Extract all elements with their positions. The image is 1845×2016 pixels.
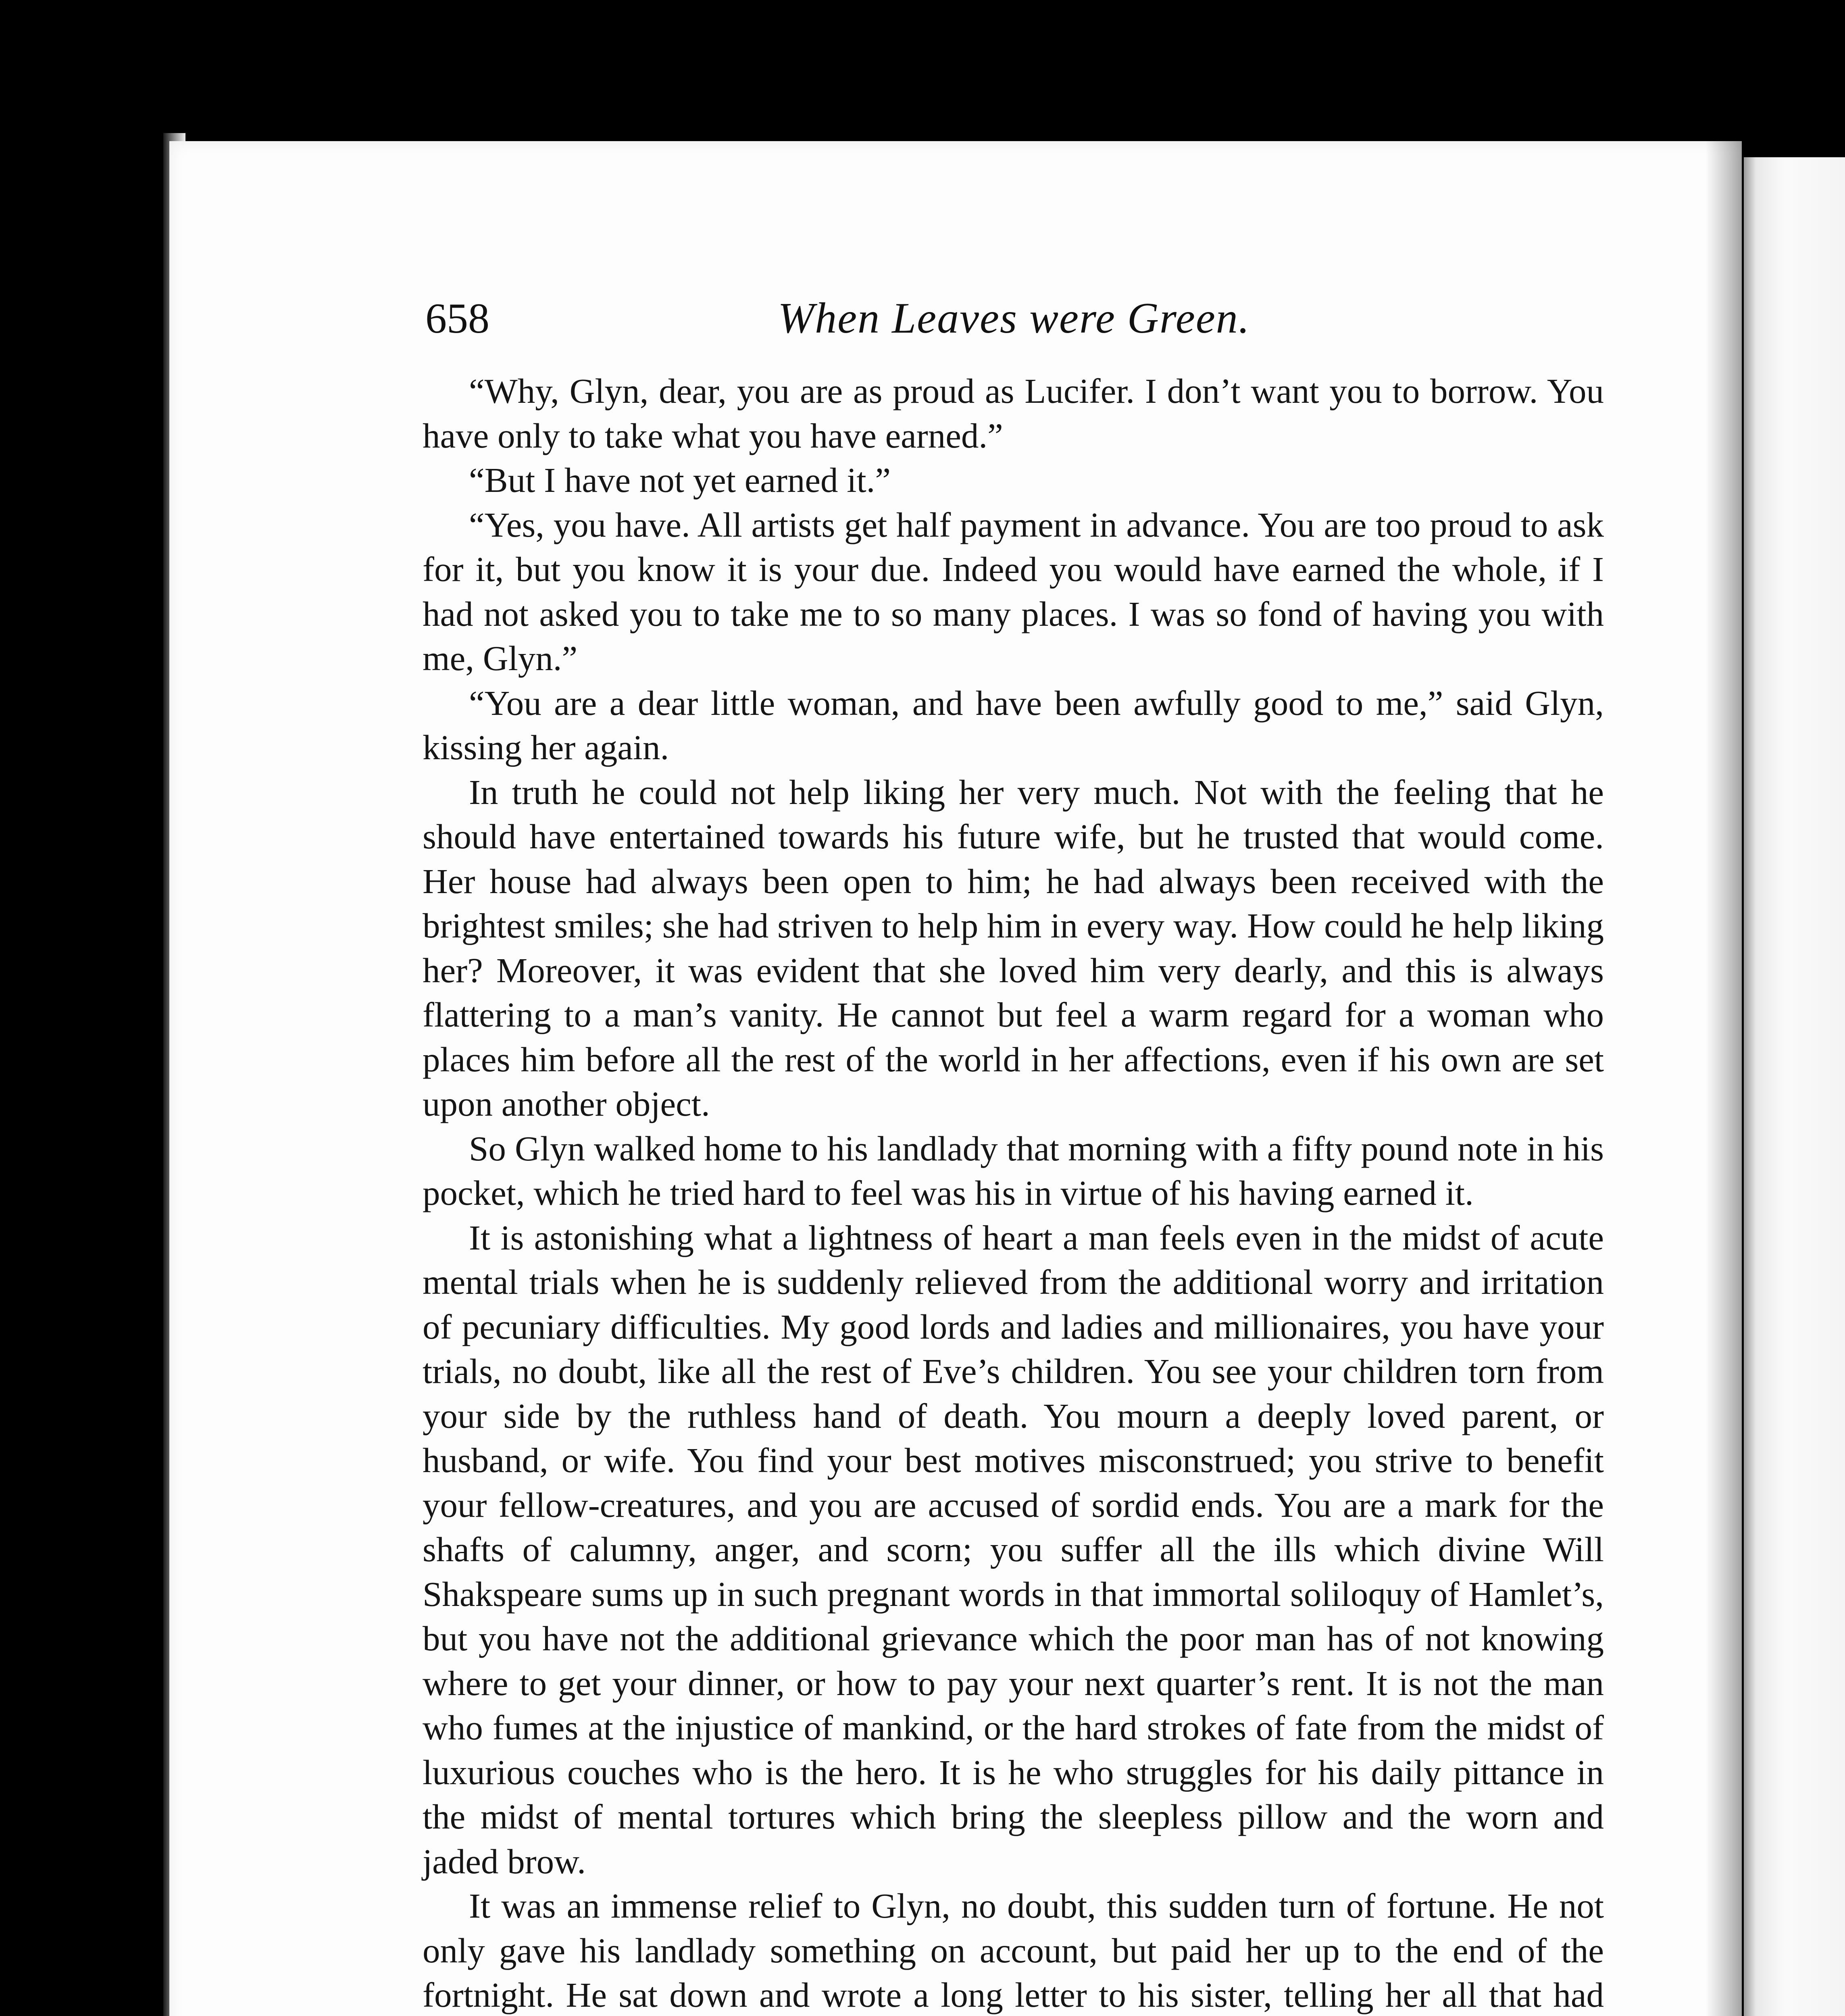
paragraph: So Glyn walked home to his landlady that morning with a fifty pound note in his pocket, which he tried hard to feel was his in virtue of his having earned it. xyxy=(423,1129,1604,1212)
paragraph: In truth he could not help liking her very much. Not with the feeling that he should have entertained towards his future wife, but he trusted that would come. Her house had always been open to him; he had always been received with the brightest smiles; she had striven to help him in every way. How could he help liking her? Moreover, it was evident that she loved him very dearly, and this is always flattering to a man’s vanity. He cannot but feel a warm regard for a woman who places him before all the rest of the world in her affections, even if his own are set upon another object. xyxy=(423,772,1604,1123)
paragraph: “You are a dear little woman, and have been awfully good to me,” said Glyn, kissing her again. xyxy=(423,683,1604,767)
paragraph: “But I have not yet earned it.” xyxy=(469,460,891,500)
gutter-shadow xyxy=(1705,141,1744,2016)
paragraph: “Yes, you have. All artists get half payment in advance. You are too proud to ask for it, but you know it is your due. Indeed you would have earned the whole, if I had not asked you to take me to so many places. I was so fond of having you with me, Glyn.” xyxy=(423,505,1604,678)
page-number: 658 xyxy=(425,295,489,342)
page-body-text xyxy=(423,369,1604,2016)
running-title: When Leaves were Green. xyxy=(778,294,1250,342)
paragraph: It is astonishing what a lightness of heart a man feels even in the midst of acute mental trials when he is suddenly relieved from the additional worry and irritation of pecuniary difficulties. My good lords and ladies and millionaires, you have your trials, no doubt, like all the rest of Eve’s children. You see your children torn from your side by the ruthless hand of death. You mourn a deeply loved parent, or husband, or wife. You find your best motives misconstrued; you strive to benefit your fellow-creatures, and you are accused of sordid ends. You are a mark for the shafts of calumny, anger, and scorn; you suffer all the ills which divine Will Shakspeare sums up in such pregnant words in that immortal soliloquy of Hamlet’s, but you have not the additional grievance which the poor man has of not knowing where to get your dinner, or how to pay your next quarter’s rent. It is not the man who fumes at the injustice of mankind, or the hard strokes of fate from the midst of luxurious couches who is the hero. It is he who struggles for his daily pittance in the midst of mental tortures which bring the sleepless pillow and the worn and jaded brow. xyxy=(423,1218,1604,1881)
adjacent-page-edge xyxy=(1744,157,1845,2016)
paragraph: It was an immense relief to Glyn, no doubt, this sudden turn of fortune. He not only gave his landlady something on account, but paid her up to the end of the fortnight. He sat down and wrote a long letter to his sister, telling her all that had xyxy=(423,1886,1604,2014)
paragraph: “Why, Glyn, dear, you are as proud as Lucifer. I don’t want you to borrow. You have only to take what you have earned.” xyxy=(423,371,1604,455)
page-header xyxy=(425,282,1603,355)
